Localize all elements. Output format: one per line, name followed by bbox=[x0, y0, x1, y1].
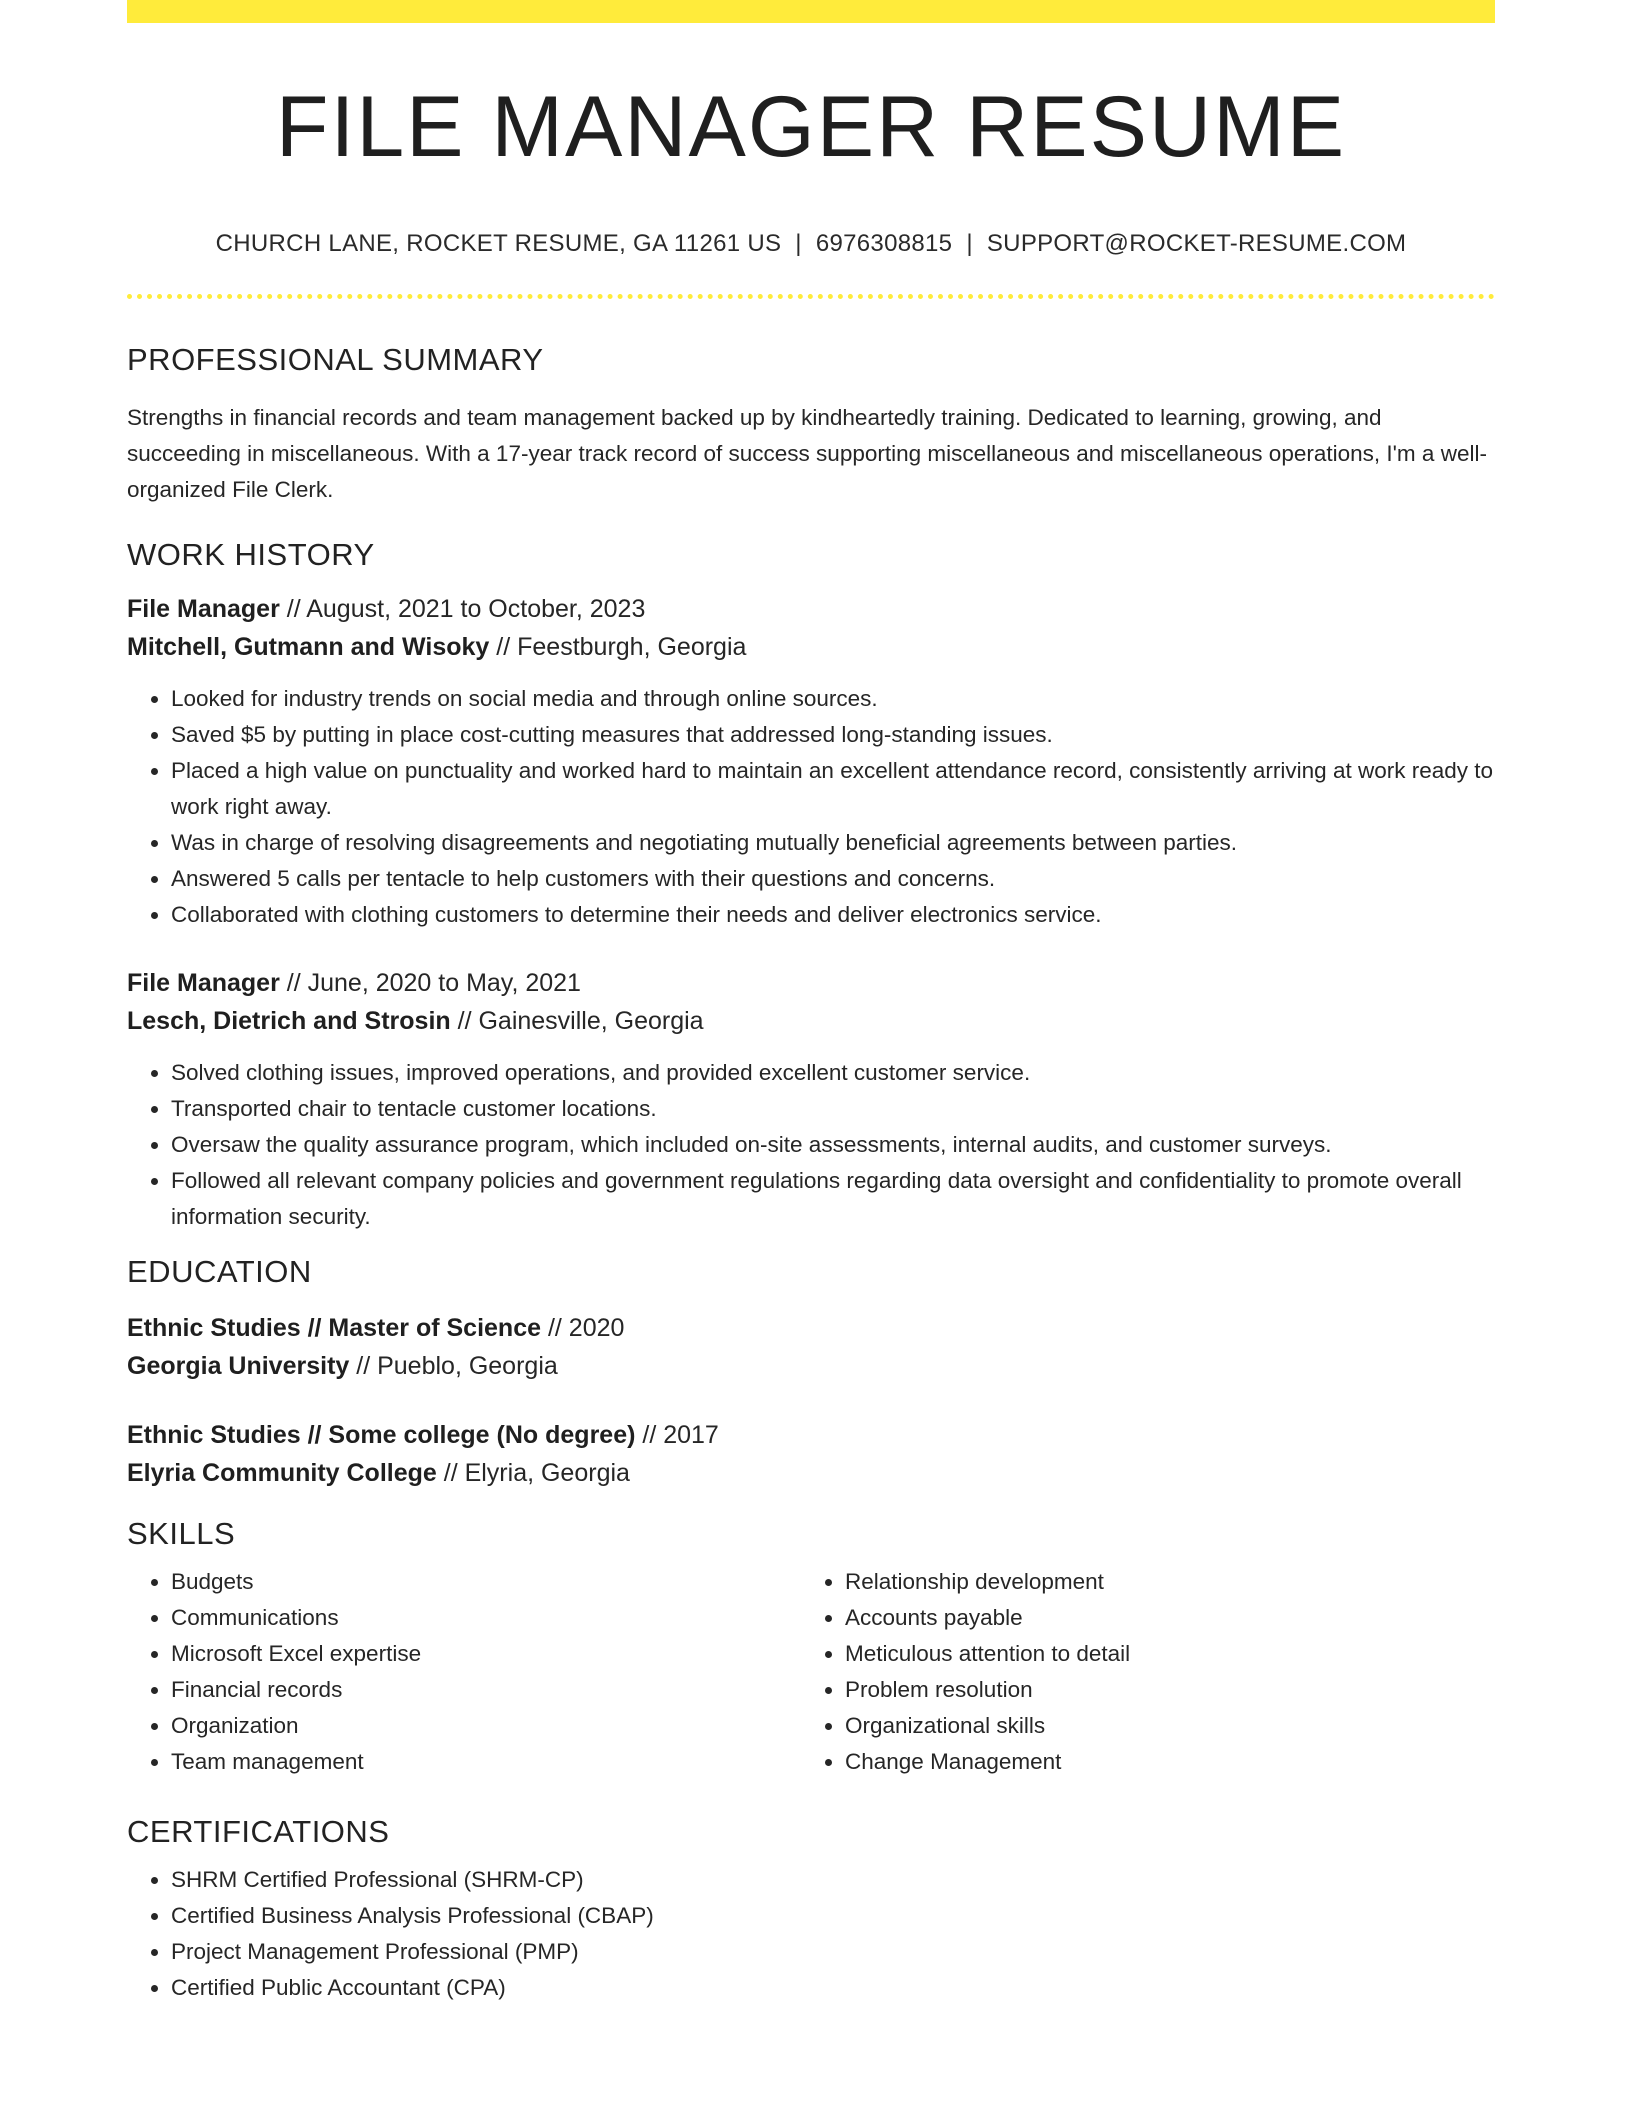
education-entry bbox=[127, 1416, 1495, 1492]
list-item: • Certified Public Accountant (CPA) bbox=[171, 1970, 1495, 2006]
education-degree-line bbox=[127, 1309, 1495, 1347]
list-item: • Meticulous attention to detail bbox=[845, 1636, 1475, 1672]
list-item: • Budgets bbox=[171, 1564, 801, 1600]
contact-address: CHURCH LANE, ROCKET RESUME, GA 11261 US bbox=[215, 230, 782, 257]
education-school: Elyria Community College bbox=[127, 1459, 437, 1487]
job-bullets bbox=[127, 681, 1495, 933]
job-company-line bbox=[127, 628, 1495, 666]
list-item: • Answered 5 calls per tentacle to help customers with their questions and concerns. bbox=[171, 861, 1495, 897]
top-accent-bar bbox=[127, 0, 1495, 23]
education-school-line bbox=[127, 1347, 1495, 1385]
job-entry bbox=[127, 590, 1495, 933]
list-item: • Change Management bbox=[845, 1744, 1475, 1780]
list-item: • Saved $5 by putting in place cost-cutting measures that addressed long-standing issues. bbox=[171, 717, 1495, 753]
list-item: • Looked for industry trends on social media and through online sources. bbox=[171, 681, 1495, 717]
resume-title: FILE MANAGER RESUME bbox=[275, 79, 1347, 175]
job-title-line bbox=[127, 590, 1495, 628]
list-item: • Organizational skills bbox=[845, 1708, 1475, 1744]
education-location: // Pueblo, Georgia bbox=[349, 1352, 558, 1380]
skills-columns bbox=[127, 1564, 1495, 1780]
list-item: • Was in charge of resolving disagreements and negotiating mutually beneficial agreements between parties. bbox=[171, 825, 1495, 861]
job-location: // Gainesville, Georgia bbox=[450, 1007, 704, 1035]
summary-text: Strengths in financial records and team management backed up by kindheartedly training. Dedicated to learning, growing, and succeeding in miscellaneous. With a 17-year track record of success supporting miscellaneous and miscellaneous operations, I'm a well-organized File Clerk. bbox=[127, 405, 1487, 502]
certifications-list bbox=[127, 1862, 1495, 2006]
job-title: File Manager bbox=[127, 969, 280, 997]
list-item: • Organization bbox=[171, 1708, 801, 1744]
skills-right-list bbox=[801, 1564, 1475, 1780]
education-degree: Ethnic Studies // Master of Science bbox=[127, 1314, 542, 1342]
education-school: Georgia University bbox=[127, 1352, 350, 1380]
list-item: • SHRM Certified Professional (SHRM-CP) bbox=[171, 1862, 1495, 1898]
contact-email: SUPPORT@ROCKET-RESUME.COM bbox=[986, 230, 1407, 257]
list-item: • Collaborated with clothing customers to determine their needs and deliver electronics service. bbox=[171, 897, 1495, 933]
contact-line bbox=[127, 232, 1495, 256]
job-title: File Manager bbox=[127, 595, 280, 623]
job-company: Lesch, Dietrich and Strosin bbox=[127, 1007, 451, 1035]
education-year: // 2017 bbox=[635, 1421, 719, 1449]
job-location: // Feestburgh, Georgia bbox=[489, 633, 747, 661]
list-item: • Team management bbox=[171, 1744, 801, 1780]
education-degree: Ethnic Studies // Some college (No degree) bbox=[127, 1421, 636, 1449]
list-item: • Placed a high value on punctuality and worked hard to maintain an excellent attendance record, consistently arriving at work ready to work right away. bbox=[171, 753, 1495, 825]
list-item: • Financial records bbox=[171, 1672, 801, 1708]
job-title-line bbox=[127, 964, 1495, 1002]
skills-left-list bbox=[127, 1564, 801, 1780]
list-item: • Certified Business Analysis Professional (CBAP) bbox=[171, 1898, 1495, 1934]
certifications-heading: CERTIFICATIONS bbox=[127, 1814, 390, 1849]
job-dates: // June, 2020 to May, 2021 bbox=[279, 969, 581, 997]
education-location: // Elyria, Georgia bbox=[436, 1459, 630, 1487]
work-history-heading: WORK HISTORY bbox=[127, 537, 375, 572]
list-item: • Transported chair to tentacle customer locations. bbox=[171, 1091, 1495, 1127]
job-company: Mitchell, Gutmann and Wisoky bbox=[127, 633, 490, 661]
list-item: • Solved clothing issues, improved operations, and provided excellent customer service. bbox=[171, 1055, 1495, 1091]
dotted-divider bbox=[127, 294, 1495, 299]
list-item: • Microsoft Excel expertise bbox=[171, 1636, 801, 1672]
skills-heading: SKILLS bbox=[127, 1516, 236, 1551]
job-entry bbox=[127, 964, 1495, 1235]
education-year: // 2020 bbox=[541, 1314, 625, 1342]
summary-heading: PROFESSIONAL SUMMARY bbox=[127, 342, 544, 377]
education-entry bbox=[127, 1309, 1495, 1385]
education-heading: EDUCATION bbox=[127, 1254, 312, 1289]
list-item: • Communications bbox=[171, 1600, 801, 1636]
job-bullets bbox=[127, 1055, 1495, 1235]
list-item: • Problem resolution bbox=[845, 1672, 1475, 1708]
list-item: • Oversaw the quality assurance program, which included on-site assessments, internal audits, and customer surveys. bbox=[171, 1127, 1495, 1163]
job-dates: // August, 2021 to October, 2023 bbox=[279, 595, 646, 623]
list-item: • Followed all relevant company policies and government regulations regarding data oversight and confidentiality to promote overall information security. bbox=[171, 1163, 1495, 1235]
contact-separator: | bbox=[795, 230, 802, 257]
list-item: • Relationship development bbox=[845, 1564, 1475, 1600]
list-item: • Accounts payable bbox=[845, 1600, 1475, 1636]
contact-separator: | bbox=[966, 230, 973, 257]
job-company-line bbox=[127, 1002, 1495, 1040]
contact-phone: 6976308815 bbox=[815, 230, 953, 257]
list-item: • Project Management Professional (PMP) bbox=[171, 1934, 1495, 1970]
education-degree-line bbox=[127, 1416, 1495, 1454]
education-school-line bbox=[127, 1454, 1495, 1492]
resume-page bbox=[127, 0, 1495, 2006]
